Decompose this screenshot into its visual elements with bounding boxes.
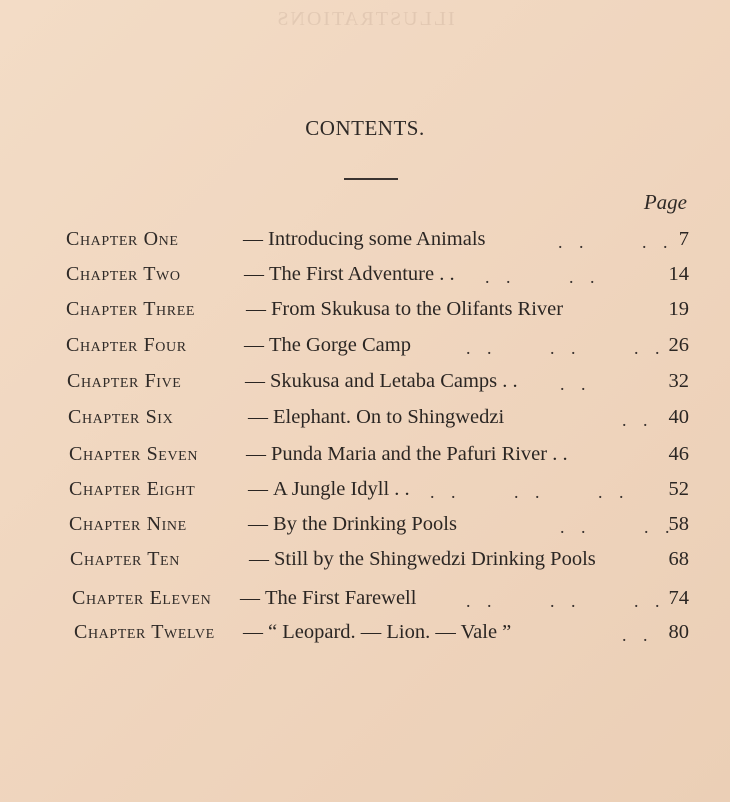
toc-entry-title xyxy=(249,548,596,578)
toc-entry-title xyxy=(240,587,416,617)
chapter-title: By the Drinking Pools xyxy=(273,513,457,535)
separator-dash: — xyxy=(243,228,268,250)
chapter-title: Introducing some Animals xyxy=(268,228,486,250)
toc-entry-title xyxy=(248,478,410,508)
separator-dash: — xyxy=(249,548,274,570)
toc-row xyxy=(66,298,195,328)
separator-dash: — xyxy=(248,478,273,500)
chapter-title: The Gorge Camp xyxy=(269,334,411,356)
leader-dots: . . . . . . xyxy=(466,591,666,611)
toc-entry-title xyxy=(245,370,518,400)
toc-row xyxy=(69,478,195,508)
chapter-title: The First Farewell xyxy=(265,587,417,609)
toc-row xyxy=(72,587,211,617)
chapter-title: From Skukusa to the Olifants River xyxy=(271,298,564,320)
toc-row xyxy=(66,334,187,364)
page-number: 46 xyxy=(668,443,689,465)
separator-dash: — xyxy=(248,406,273,428)
toc-entry-title xyxy=(248,513,457,543)
separator-dash: — xyxy=(246,443,271,465)
leader-dots: . . . . xyxy=(485,267,601,287)
page-title: CONTENTS. xyxy=(305,116,425,140)
leader-dots: . . xyxy=(622,410,654,430)
page-number: 58 xyxy=(668,513,689,535)
show-through-text: ILLUSTRATIONS xyxy=(275,8,455,30)
toc-row xyxy=(69,513,187,543)
page-number: 80 xyxy=(668,621,689,643)
chapter-label: Chapter Ten xyxy=(70,548,180,570)
page-number: 52 xyxy=(668,478,689,500)
leader-dots: . . . . xyxy=(560,517,676,537)
page-number: 32 xyxy=(668,370,689,392)
toc-row xyxy=(70,548,180,578)
chapter-title: Still by the Shingwedzi Drinking Pools xyxy=(274,548,596,570)
chapter-label: Chapter Eight xyxy=(69,478,196,500)
chapter-label: Chapter Three xyxy=(66,298,195,320)
toc-entry-title xyxy=(246,443,568,473)
separator-dash: — xyxy=(248,513,273,535)
toc-row xyxy=(68,406,173,436)
chapter-label: Chapter Nine xyxy=(69,513,187,535)
chapter-label: Chapter Six xyxy=(68,406,174,428)
toc-row xyxy=(66,263,181,293)
separator-dash: — xyxy=(240,587,265,609)
page-number: 26 xyxy=(668,334,689,356)
toc-row xyxy=(69,443,198,473)
toc-entry-title xyxy=(243,228,486,258)
toc-entry-title xyxy=(244,263,455,293)
page-number: 7 xyxy=(678,228,689,250)
leader-dots: . . . . xyxy=(558,232,674,252)
chapter-title: Punda Maria and the Pafuri River . . xyxy=(271,443,568,465)
toc-row xyxy=(74,621,215,651)
toc-entry-title xyxy=(246,298,563,328)
chapter-label: Chapter Two xyxy=(66,263,181,285)
chapter-title: The First Adventure . . xyxy=(269,263,455,285)
page-number: 40 xyxy=(668,406,689,428)
chapter-title: Skukusa and Letaba Camps . . xyxy=(270,370,518,392)
leader-dots: . . . . . . xyxy=(466,338,666,358)
page-number: 19 xyxy=(668,298,689,320)
page-number: 74 xyxy=(668,587,689,609)
leader-dots: . . . . . . xyxy=(430,482,630,502)
separator-dash: — xyxy=(246,298,271,320)
chapter-title: Elephant. On to Shingwedzi xyxy=(273,406,505,428)
chapter-label: Chapter One xyxy=(66,228,179,250)
chapter-title: “ Leopard. — Lion. — Vale ” xyxy=(268,621,512,643)
toc-entry-title xyxy=(244,334,411,364)
toc-row xyxy=(67,370,181,400)
chapter-title: A Jungle Idyll . . xyxy=(273,478,410,500)
separator-dash: — xyxy=(245,370,270,392)
separator-dash: — xyxy=(244,334,269,356)
toc-row xyxy=(66,228,179,258)
page-number: 14 xyxy=(668,263,689,285)
separator-dash: — xyxy=(244,263,269,285)
separator-dash: — xyxy=(243,621,268,643)
chapter-label: Chapter Five xyxy=(67,370,182,392)
chapter-label: Chapter Four xyxy=(66,334,187,356)
chapter-label: Chapter Twelve xyxy=(74,621,215,643)
chapter-label: Chapter Seven xyxy=(69,443,199,465)
toc-entry-title xyxy=(243,621,511,651)
chapter-label: Chapter Eleven xyxy=(72,587,212,609)
page-number: 68 xyxy=(668,548,689,570)
toc-entry-title xyxy=(248,406,504,436)
page-column-heading: Page xyxy=(643,190,687,214)
leader-dots: . . xyxy=(622,625,654,645)
leader-dots: . . xyxy=(560,374,592,394)
title-rule xyxy=(344,178,398,180)
